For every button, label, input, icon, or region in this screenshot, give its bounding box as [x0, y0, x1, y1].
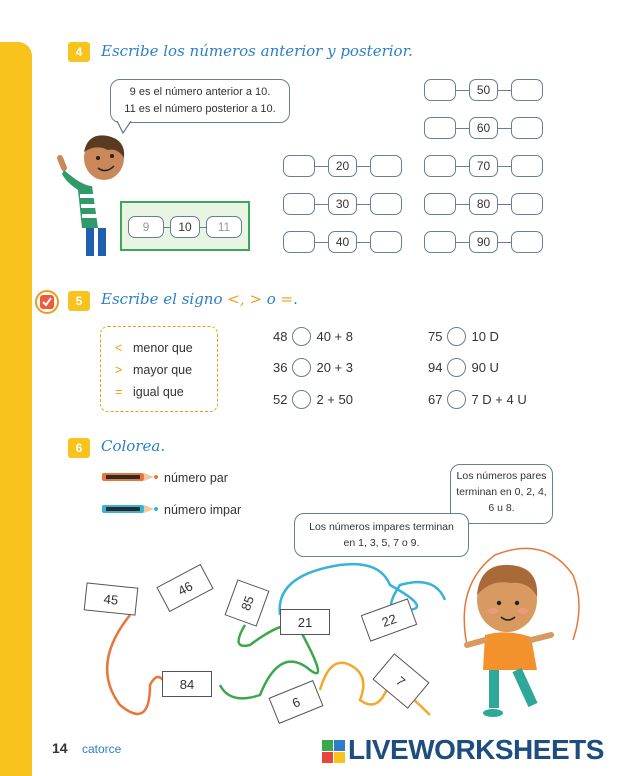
speech-bubble-even: Los números pares terminan en 0, 2, 4, 6 u 8.	[450, 464, 553, 524]
sign-legend	[100, 326, 218, 412]
number-20: 20	[328, 155, 357, 177]
legend-symbol: <	[115, 341, 123, 355]
comparison-left: 52	[273, 392, 288, 407]
sign-eq: =	[280, 290, 294, 308]
comparison-right: 10 D	[471, 329, 499, 344]
girl-illustration	[455, 545, 585, 720]
comparison-right: 40 + 8	[316, 329, 353, 344]
sign-lt: <	[227, 290, 240, 308]
connector	[315, 204, 328, 205]
connector	[498, 242, 511, 243]
exercise-4-title: Escribe los números anterior y posterior.	[101, 42, 413, 60]
answer-before-50[interactable]	[424, 79, 456, 101]
comparison-left: 94	[428, 360, 443, 375]
speech-bubble-anterior-posterior	[110, 79, 290, 123]
bubble-line-1: 9 es el número anterior a 10.	[129, 86, 271, 98]
sign-answer-circle[interactable]	[447, 390, 466, 409]
yellow-sidebar	[0, 42, 32, 776]
legend-row-gt	[115, 359, 203, 381]
sign-answer-circle[interactable]	[447, 327, 466, 346]
sign-comma: ,	[239, 290, 250, 308]
example-before-box: 9	[128, 216, 164, 238]
answer-after-40[interactable]	[370, 231, 402, 253]
answer-after-80[interactable]	[511, 193, 543, 215]
number-50: 50	[469, 79, 498, 101]
number-tag-7[interactable]: 7	[372, 653, 429, 709]
exercise-5-title	[101, 290, 298, 308]
number-tag-6[interactable]: 6	[269, 680, 324, 724]
comparison-left: 75	[428, 329, 443, 344]
answer-before-30[interactable]	[283, 193, 315, 215]
liveworksheets-logo-icon	[322, 740, 346, 764]
number-tag-21[interactable]: 21	[280, 609, 330, 635]
answer-before-20[interactable]	[283, 155, 315, 177]
sign-gt: >	[249, 290, 262, 308]
sign-or: o	[261, 290, 281, 308]
answer-after-90[interactable]	[511, 231, 543, 253]
comparison-row	[273, 358, 353, 377]
answer-before-40[interactable]	[283, 231, 315, 253]
blue-pencil-icon	[100, 502, 160, 516]
page-number: 14	[52, 740, 68, 756]
number-70: 70	[469, 155, 498, 177]
connector	[456, 242, 469, 243]
sign-answer-circle[interactable]	[447, 358, 466, 377]
comparison-right: 2 + 50	[316, 392, 353, 407]
connector	[456, 90, 469, 91]
liveworksheets-brand: LIVEWORKSHEETS	[348, 734, 604, 765]
connector	[498, 166, 511, 167]
sign-period: .	[293, 290, 298, 308]
number-30: 30	[328, 193, 357, 215]
legend-symbol: >	[115, 363, 123, 377]
legend-row-lt	[115, 337, 203, 359]
speech-bubble-odd: Los números impares terminan en 1, 3, 5, 7 o 9.	[294, 513, 469, 557]
number-40: 40	[328, 231, 357, 253]
number-tag-84[interactable]: 84	[162, 671, 212, 697]
answer-before-80[interactable]	[424, 193, 456, 215]
connector	[456, 204, 469, 205]
connector	[498, 204, 511, 205]
answer-after-70[interactable]	[511, 155, 543, 177]
connector	[315, 242, 328, 243]
sign-answer-circle[interactable]	[292, 390, 311, 409]
exercise-6-number: 6	[68, 438, 90, 458]
connector	[498, 128, 511, 129]
odd-label: número impar	[164, 503, 242, 517]
comparison-row	[273, 327, 353, 346]
connector	[357, 242, 370, 243]
number-tag-46[interactable]: 46	[156, 564, 213, 612]
exercise-4-number: 4	[68, 42, 90, 62]
comparison-right: 7 D + 4 U	[471, 392, 527, 407]
connector	[498, 90, 511, 91]
comparison-right: 90 U	[471, 360, 499, 375]
kite-strings	[60, 555, 460, 730]
bubble-line-2: 11 es el número posterior a 10.	[124, 103, 276, 115]
number-tag-22[interactable]: 22	[361, 598, 418, 641]
example-center-box: 10	[170, 216, 200, 238]
comparison-right: 20 + 3	[316, 360, 353, 375]
legend-label: igual que	[133, 385, 184, 399]
number-90: 90	[469, 231, 498, 253]
number-60: 60	[469, 117, 498, 139]
example-after-box: 11	[206, 216, 242, 238]
title-prefix: Escribe el signo	[101, 290, 228, 308]
answer-before-60[interactable]	[424, 117, 456, 139]
comparison-left: 48	[273, 329, 288, 344]
connector	[357, 204, 370, 205]
number-tag-85[interactable]: 85	[225, 579, 270, 626]
number-tag-45[interactable]: 45	[84, 582, 139, 615]
exercise-6-title: Colorea.	[101, 437, 166, 455]
comparison-left: 36	[273, 360, 288, 375]
legend-label: menor que	[133, 341, 193, 355]
checkmark-badge	[35, 290, 59, 314]
comparison-row	[428, 327, 499, 346]
connector	[315, 166, 328, 167]
answer-after-20[interactable]	[370, 155, 402, 177]
exercise-5-number: 5	[68, 291, 90, 311]
answer-before-90[interactable]	[424, 231, 456, 253]
comparison-row	[273, 390, 353, 409]
answer-after-60[interactable]	[511, 117, 543, 139]
legend-row-eq	[115, 381, 203, 403]
page-number-word: catorce	[82, 742, 122, 756]
legend-label: mayor que	[133, 363, 193, 377]
connector	[456, 128, 469, 129]
answer-before-70[interactable]	[424, 155, 456, 177]
comparison-row	[428, 358, 499, 377]
comparison-left: 67	[428, 392, 443, 407]
number-80: 80	[469, 193, 498, 215]
even-label: número par	[164, 471, 228, 485]
comparison-row	[428, 390, 527, 409]
connector	[357, 166, 370, 167]
orange-pencil-icon	[100, 470, 160, 484]
legend-symbol: =	[115, 385, 123, 399]
sign-answer-circle[interactable]	[292, 327, 311, 346]
sign-answer-circle[interactable]	[292, 358, 311, 377]
answer-after-50[interactable]	[511, 79, 543, 101]
connector	[456, 166, 469, 167]
check-icon	[39, 294, 55, 310]
answer-after-30[interactable]	[370, 193, 402, 215]
